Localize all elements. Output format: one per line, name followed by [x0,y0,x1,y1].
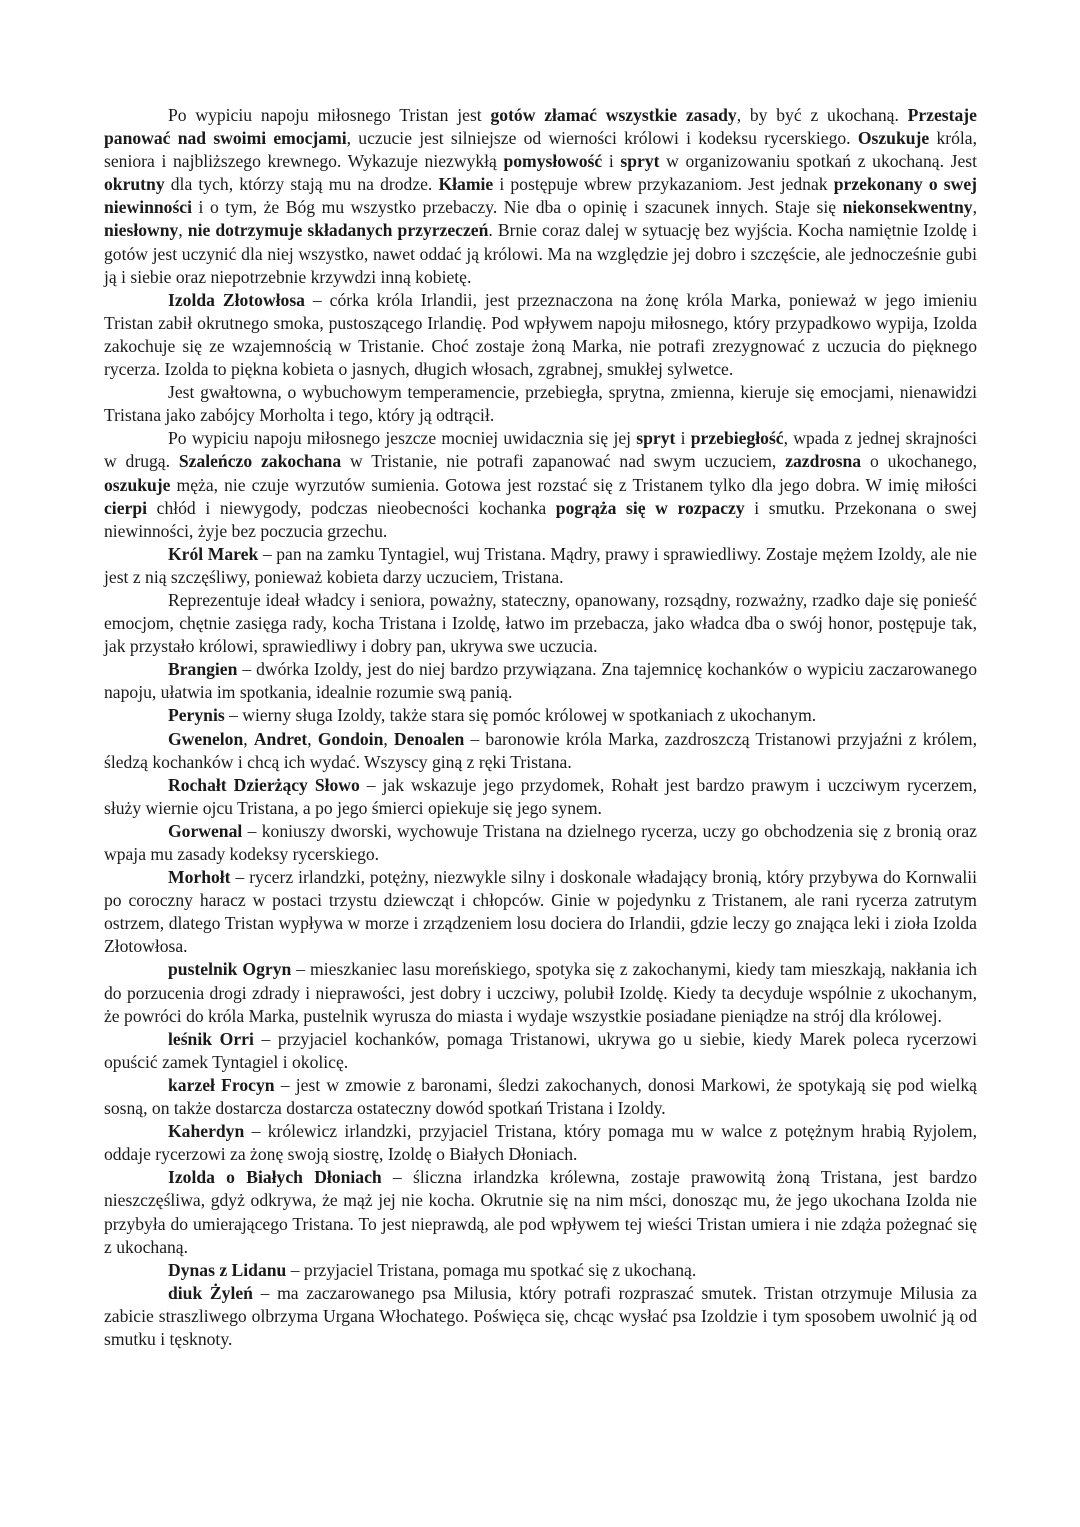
text-run: i smutku. Przekonana o swej niewinności, żyje bez poczucia grzechu. [104,497,978,541]
bold-text: zazdrosna [785,451,862,472]
bold-text: spryt [620,151,660,172]
paragraph [104,958,977,1027]
bold-text: Perynis [168,705,225,726]
text-run: , by być z ukochaną. [736,105,908,125]
text-run: , wpada z jednej skrajności w drugą. [104,428,978,472]
bold-text: pustelnik Ogryn [168,959,292,980]
text-run: , [243,728,254,749]
paragraph [104,289,977,381]
text-run: w Tristanie, nie potrafi zapanować nad swym uczuciem, [341,451,786,472]
bold-text: Izolda Złotowłosa [168,289,305,310]
bold-text: cierpi [104,497,147,518]
text-run: – wierny sługa Izoldy, także stara się pomóc królowej w spotkaniach z ukochanym. [224,705,817,726]
text-run: , [972,197,977,218]
paragraph [104,427,977,542]
bold-text: Król Marek [168,543,259,564]
bold-text: karzeł Frocyn [168,1074,275,1095]
text-run: – przyjaciel kochanków, pomaga Tristanowi, ukrywa go u siebie, kiedy Marek poleca rycerzowi opuścić zamek Tyntagiel i okolicę. [104,1028,977,1072]
text-run: Po wypiciu napoju miłosnego jeszcze mocniej uwidacznia się jej [168,428,637,449]
bold-text: Gwenelon [168,728,244,749]
paragraph [104,381,977,427]
paragraph [104,866,977,958]
paragraph [104,820,977,866]
text-run: – jest w zmowie z baronami, śledzi zakochanych, donosi Markowi, że spotykają się pod wielką sosną, on także dostarcza dostarcza ostateczny dowód spotkań Tristana i Izoldy. [104,1074,977,1119]
text-run: , [307,728,318,749]
bold-text: Brangien [168,659,238,680]
text-run: w organizowaniu spotkań z ukochaną. Jest [659,151,977,172]
paragraph [104,1120,977,1166]
bold-text: Kłamie [438,174,494,195]
bold-text: pomysłowość [503,151,603,172]
bold-text: okrutny [104,174,165,195]
document-page [104,104,977,1351]
text-run: – rycerz irlandzki, potężny, niezwykle silny i doskonale władający bronią, który przybywa do Kornwalii po coroczny haracz w postaci trzystu dziewcząt i chłopców. Ginie w pojedynku z Tristanem, ale rani rycerza zatrutym ostrzem, dlatego Tristan wypływa w morze i zrządzeniem losu dociera do Irlandii, gdzie leczy go znająca leki i zioła Izolda Złotowłosa. [104,867,977,957]
bold-text: Rochałt Dzierżący Słowo [168,774,360,795]
paragraph [104,774,977,820]
text-run: dla tych, którzy stają mu na drodze. [164,174,439,195]
bold-text: Denoalen [393,728,465,749]
bold-text: niesłowny [104,220,179,241]
bold-text: Kaherdyn [168,1121,245,1142]
text-run: , uczucie jest silniejsze od wierności królowi i kodeksu rycerskiego. [346,128,858,149]
bold-text: gotów złamać wszystkie zasady [490,105,737,125]
bold-text: Morhołt [168,867,231,888]
bold-text: Andret [253,728,308,749]
text-run: – jak wskazuje jego przydomek, Rohałt jest bardzo prawym i uczciwym rycerzem, służy wiernie ojcu Tristana, a po jego śmierci opiekuje się jego synem. [104,774,977,818]
bold-text: przekonany o swej niewinności [104,174,977,218]
text-run: – mieszkaniec lasu moreńskiego, spotyka się z zakochanymi, kiedy tam mieszkają, nakłania ich do porzucenia drogi zdrady i nieprawości, jest dobry i uczciwy, polubił Izoldę. Kiedy ta decyduje wspólnie z ukochanym, że powróci do króla Marka, pustelnik wyrusza do miasta i wydaje wszystkie posiadane pieniądze na strój dla królowej. [104,959,978,1026]
text-run: i [675,428,691,449]
bold-text: Dynas z Lidanu [168,1259,287,1280]
paragraph [104,1074,977,1120]
bold-text: Oszukuje [857,128,930,149]
text-run: – śliczna irlandzka królewna, zostaje prawowitą żoną Tristana, jest bardzo nieszczęśliwa, gdyż odkrywa, że mąż jej nie kocha. Okrutnie się na nim mści, donosząc mu, że jego ukochana Izolda nie przybyła do umierającego Tristana. To jest nieprawdą, ale pod wpływem tej wieści Tristan umiera i nie zdąża pożegnać się z ukochaną. [104,1167,977,1257]
paragraph [104,704,977,727]
paragraph [104,1282,977,1351]
text-run: męża, nie czuje wyrzutów sumienia. Gotowa jest rozstać się z Tristanem tylko dla jego dobra. W imię miłości [170,474,977,495]
bold-text: nie dotrzymuje składanych przyrzeczeń [187,220,489,241]
bold-text: przebiegłość [690,428,784,449]
text-run: o ukochanego, [861,451,977,472]
text-run: , [178,220,188,241]
text-run: – córka króla Irlandii, jest przeznaczona na żonę króla Marka, ponieważ w jego imieniu Tristan zabił okrutnego smoka, pustoszącego Irlandię. Pod wpływem napoju miłosnego, który przypadkowo wypija, Izolda zakochuje się ze wzajemnością w Tristanie. Choć zostaje żoną Marka, nie potrafi zrezygnować z uczucia do pięknego rycerza. Izolda to piękna kobieta o jasnych, długich włosach, zgrabnej, smukłej sylwetce. [104,289,977,380]
bold-text: Gorwenal [168,820,243,841]
text-run: i [602,151,621,172]
text-run: . Brnie coraz dalej w sytuację bez wyjścia. Kocha namiętnie Izoldę i gotów jest uczynić dla niej wszystko, nawet oddać ją królowi. Ma na względzie jej dobro i szczęście, ale jednocześnie gubi ją i siebie oraz niepotrzebnie krzywdzi inną kobietę. [104,220,978,287]
text-run: – pan na zamku Tyntagiel, wuj Tristana. Mądry, prawy i sprawiedliwy. Zostaje mężem Izoldy, ale nie jest z nią szczęśliwy, ponieważ kobieta darzy uczuciem, Tristana. [104,543,977,587]
bold-text: spryt [636,428,676,449]
bold-text: diuk Żyleń [168,1282,253,1303]
text-run: – królewicz irlandzki, przyjaciel Tristana, który pomaga mu w walce z potężnym hrabią Ryjolem, oddaje rycerzowi za żonę swoją siostrę, Izoldę o Białych Dłoniach. [104,1121,977,1165]
text-run: – ma zaczarowanego psa Milusia, który potrafi rozpraszać smutek. Tristan otrzymuje Milusia za zabicie straszliwego olbrzyma Urgana Włochatego. Poświęca się, chcąc wysłać psa Izoldzie i tym sposobem uwolnić ją od smutku i tęsknoty. [104,1282,978,1349]
text-run: – przyjaciel Tristana, pomaga mu spotkać się z ukochaną. [286,1259,697,1280]
bold-text: niekonsekwentny [842,197,973,218]
bold-text: pogrąża się w rozpaczy [555,497,745,518]
bold-text: oszukuje [104,474,171,495]
text-run: chłód i niewygody, podczas nieobecności kochanka [147,497,556,518]
text-run: i postępuje wbrew przykazaniom. Jest jednak [493,174,834,195]
text-run: – dwórka Izoldy, jest do niej bardzo przywiązana. Zna tajemnicę kochanków o wypiciu zaczarowanego napoju, ułatwia im spotkania, idealnie rozumie swą panią. [104,659,977,703]
paragraph [104,728,977,774]
text-run: Po wypiciu napoju miłosnego Tristan jest [168,105,491,125]
bold-text: Przestaje panować nad swoimi emocjami [104,105,977,149]
bold-text: leśnik Orri [168,1028,254,1049]
bold-text: Gondoin [317,728,384,749]
paragraph [104,104,977,289]
text-run: i o tym, że Bóg mu wszystko przebaczy. Nie dba o opinię i szacunek innych. Staje się [192,197,843,218]
paragraph [104,543,977,589]
bold-text: Izolda o Białych Dłoniach [168,1167,382,1188]
paragraph [104,1259,977,1282]
paragraph [104,1166,977,1258]
paragraph [104,658,977,704]
paragraph [104,589,977,658]
text-run: , [383,728,394,749]
text-run: Reprezentuje ideał władcy i seniora, poważny, stateczny, opanowany, rozsądny, rozważny, rzadko daje się ponieść emocjom, chętnie zasięga rady, kocha Tristana i Izoldę, łatwo im przebacza, jako władca dba o swój honor, postępuje tak, jak przystało królowi, sprawiedliwy i dobry pan, ukrywa swe uczucia. [104,589,977,657]
text-run: króla, seniora i najbliższego krewnego. Wykazuje niezwykłą [104,128,977,172]
paragraph [104,1028,977,1074]
text-run: – koniuszy dworski, wychowuje Tristana na dzielnego rycerza, uczy go obchodzenia się z bronią oraz wpaja mu zasady kodeksy rycerskiego. [104,820,977,864]
bold-text: Szaleńczo zakochana [178,451,342,472]
text-run: – baronowie króla Marka, zazdroszczą Tristanowi przyjaźni z królem, śledzą kochanków i chcą ich wydać. Wszyscy giną z ręki Tristana. [104,728,978,772]
text-run: Jest gwałtowna, o wybuchowym temperamencie, przebiegła, sprytna, zmienna, kieruje się emocjami, nienawidzi Tristana jako zabójcy Morholta i tego, który ją odtrącił. [104,382,977,426]
